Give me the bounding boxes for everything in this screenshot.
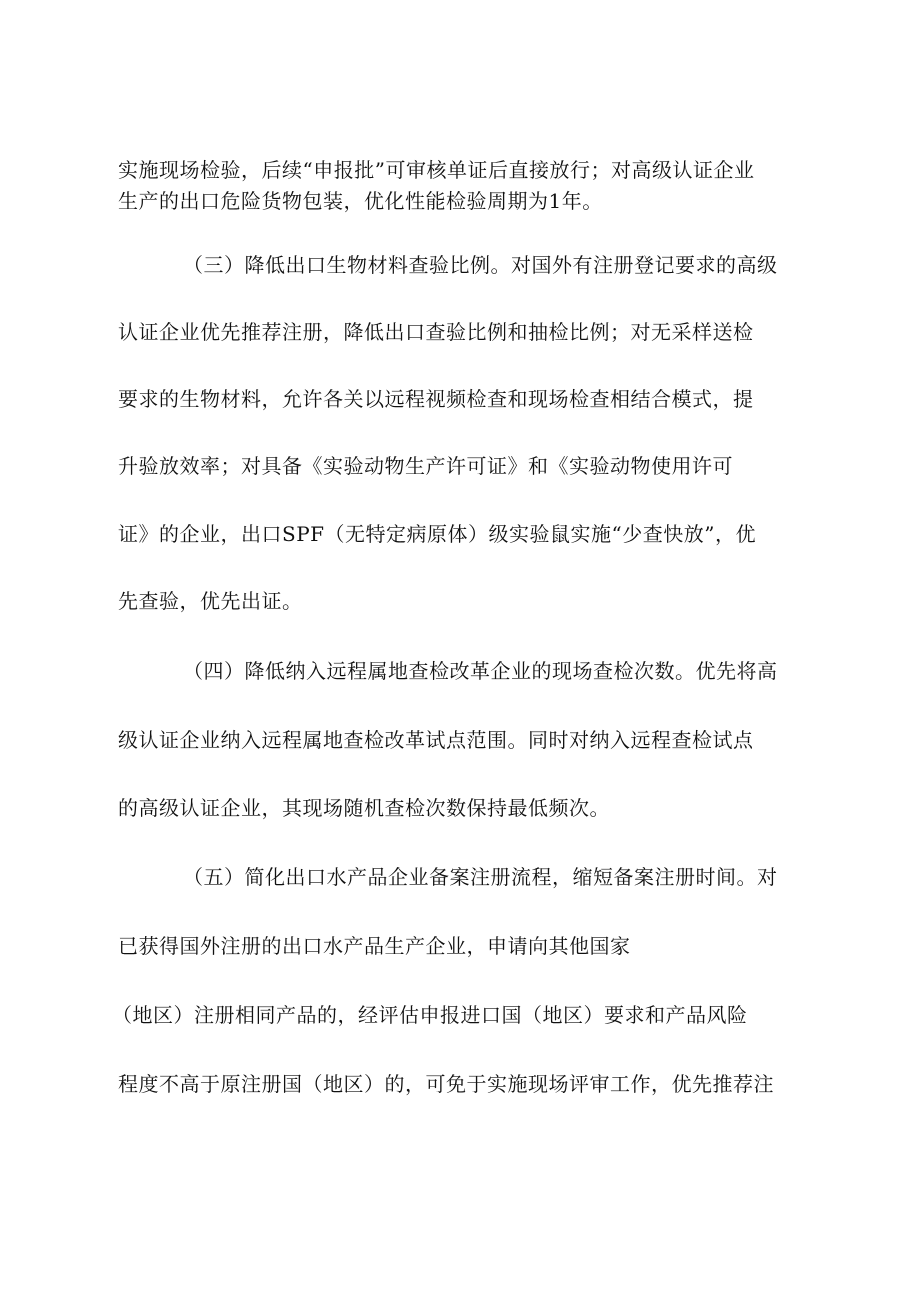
text-line: 要求的生物材料，允许各关以远程视频检查和现场检查相结合模式，提 (118, 387, 754, 411)
text-line: 实施现场检验，后续“申报批”可审核单证后直接放行；对高级认证企业 (118, 158, 755, 182)
paragraph-heading-5: （五）简化出口水产品企业备案注册流程，缩短备案注册时间。对 (183, 865, 778, 889)
text-line: 先查验，优先出证。 (118, 589, 303, 613)
text-line: 升验放效率；对具备《实验动物生产许可证》和《实验动物使用许可 (118, 454, 733, 478)
text-line: 生产的出口危险货物包装，优化性能检验周期为1年。 (118, 189, 603, 213)
paragraph-heading-3: （三）降低出口生物材料查验比例。对国外有注册登记要求的高级 (183, 253, 778, 277)
text-line: 已获得国外注册的出口水产品生产企业，申请向其他国家 (118, 934, 631, 958)
paragraph-heading-4: （四）降低纳入远程属地查检改革企业的现场查检次数。优先将高 (183, 659, 778, 683)
text-line: 程度不高于原注册国（地区）的，可免于实施现场评审工作，优先推荐注 (118, 1072, 774, 1096)
text-line: 认证企业优先推荐注册，降低出口查验比例和抽检比例；对无采样送检 (118, 320, 754, 344)
text-line: 证》的企业，出口SPF（无特定病原体）级实验鼠实施“少查快放”，优 (118, 522, 756, 546)
text-line: （地区）注册相同产品的，经评估申报进口国（地区）要求和产品风险 (112, 1003, 748, 1027)
text-line: 级认证企业纳入远程属地查检改革试点范围。同时对纳入远程查检试点 (118, 728, 754, 752)
text-line: 的高级认证企业，其现场随机查检次数保持最低频次。 (118, 796, 610, 820)
